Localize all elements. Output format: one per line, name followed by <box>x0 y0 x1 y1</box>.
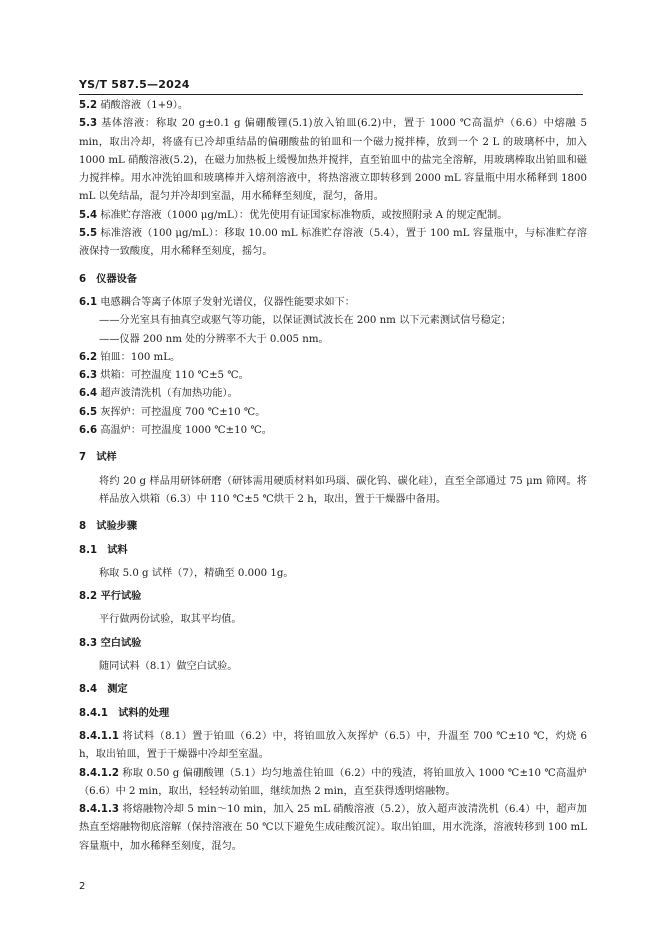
clause-6-1-dash-1: ——分光室具有抽真空或驱气等功能，以保证测试波长在 200 nm 以下元素测试信号稳定； <box>99 315 512 327</box>
clause-8-4-1-3: 8.4.1.3 将熔融物冷却 5 min～10 min，加入 25 mL 硝酸溶液（5.2），放入超声波清洗机（6.4）中，超声加热直至熔融物彻底溶解（保持溶液在 50 ℃以下避免生成硅酸沉淀）。取出铂皿，用水洗涤，溶液转移到 100 mL 容量瓶中，加水稀释至刻度，混匀。 <box>79 804 587 852</box>
clause-8-4-1-heading: 8.4.1 试料的处理 <box>79 707 170 719</box>
clause-8-4-heading: 8.4 测定 <box>79 684 128 696</box>
clause-8-1-text: 称取 5.0 g 试样（7），精确至 0.000 1g。 <box>99 567 294 579</box>
clause-8-3-text: 随同试料（8.1）做空白试验。 <box>99 661 238 673</box>
page-number: 2 <box>79 881 86 892</box>
clause-8-3-heading: 8.3 空白试验 <box>79 637 142 649</box>
section-7-text: 将约 20 g 样品用研钵研磨（研钵需用硬质材料如玛瑙、碳化钨、碳化硅），直至全部通过 75 μm 筛网。将样品放入烘箱（6.3）中 110 ℃±5 ℃烘干 2 h，取出，置于干燥器中备用。 <box>99 475 587 505</box>
clause-8-4-1-1: 8.4.1.1 将试料（8.1）置于铂皿（6.2）中，将铂皿放入灰挥炉（6.5）中，升温至 700 ℃±10 ℃，灼烧 6 h，取出铂皿，置于干燥器中冷却至室温。 <box>79 730 587 761</box>
clause-6-4: 6.4 超声波清洗机（有加热功能）。 <box>79 388 238 400</box>
section-7-heading: 7 试样 <box>79 452 117 464</box>
section-8-heading: 8 试验步骤 <box>79 521 138 533</box>
document-id: YS/T 587.5—2024 <box>79 78 190 91</box>
clause-6-1-dash-2: ——仪器 200 nm 处的分辨率不大于 0.005 nm。 <box>99 333 329 345</box>
clause-5-4: 5.4 标准贮存溶液（1000 μg/mL）：优先使用有证国家标准物质，或按照附录 A 的规定配制。 <box>79 209 508 221</box>
clause-6-6: 6.6 高温炉：可控温度 1000 ℃±10 ℃。 <box>79 425 272 437</box>
section-6-heading: 6 仪器设备 <box>79 273 138 285</box>
clause-8-2-text: 平行做两份试验，取其平均值。 <box>99 614 242 626</box>
clause-6-2: 6.2 铂皿：100 mL。 <box>79 351 181 363</box>
clause-8-2-heading: 8.2 平行试验 <box>79 591 142 603</box>
clause-6-5: 6.5 灰挥炉：可控温度 700 ℃±10 ℃。 <box>79 406 266 418</box>
clause-8-4-1-2: 8.4.1.2 称取 0.50 g 偏硼酸锂（5.1）均匀地盖住铂皿（6.2）中的残渣，将铂皿放入 1000 ℃±10 ℃高温炉（6.6）中 2 min，取出，轻轻转动铂皿，继续加热 2 min，直至获得透明熔融物。 <box>79 767 587 797</box>
clause-6-3: 6.3 烘箱：可控温度 110 ℃±5 ℃。 <box>79 370 249 382</box>
clause-5-2: 5.2 硝酸溶液（1+9）。 <box>79 100 189 111</box>
header-rule <box>79 94 583 95</box>
document-body <box>79 97 587 856</box>
clause-6-1: 6.1 电感耦合等离子体原子发射光谱仪，仪器性能要求如下： <box>79 296 355 308</box>
clause-5-3: 5.3 基体溶液：称取 20 g±0.1 g 偏硼酸锂(5.1)放入铂皿(6.2)中，置于 1000 ℃高温炉（6.6）中熔融 5 min，取出冷却，将盛有已冷却重结晶的偏硼酸盐的铂皿和一个磁力搅拌棒，放到一个 2 L 的玻璃杯中，加入 1000 mL 硝酸溶液(5.2)，在磁力加热板上缓慢加热并搅拌，直至铂皿中的盐完全溶解，用玻璃棒取出铂皿和磁力搅拌棒。用水冲洗铂皿和玻璃棒并入熔剂溶液中，将热溶液立即转移到 2000 mL 容量瓶中用水稀释到 1800 mL 以免结晶，混匀并冷却到室温，用水稀释至刻度，混匀，备用。 <box>79 118 587 203</box>
clause-5-5: 5.5 标准溶液（100 μg/mL）：移取 10.00 mL 标准贮存溶液（5.4），置于 100 mL 容量瓶中，与标准贮存溶液保持一致酸度，用水稀释至刻度，摇匀。 <box>79 228 587 258</box>
clause-8-1-heading: 8.1 试料 <box>79 544 128 556</box>
